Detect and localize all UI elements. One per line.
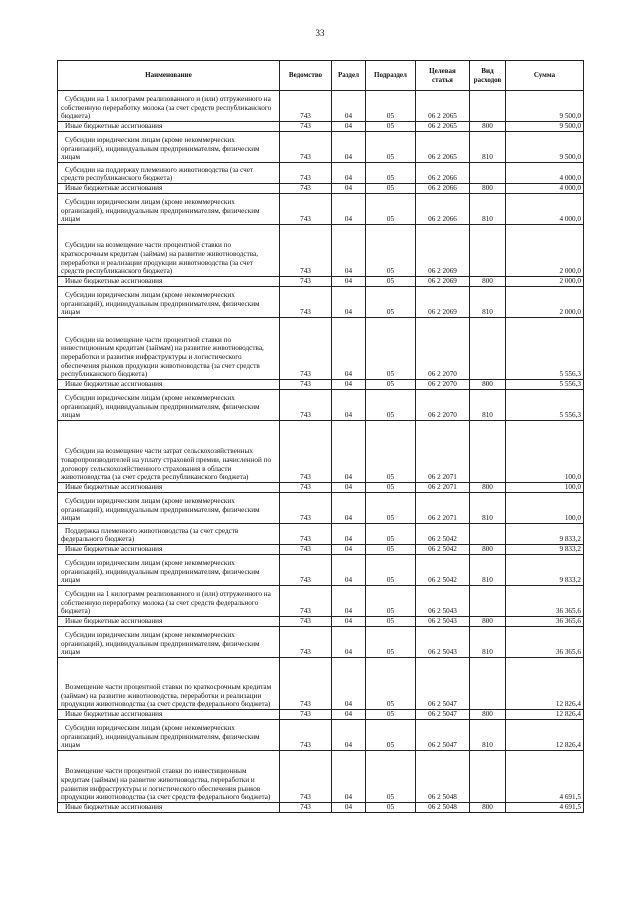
row-celevaya: 06 2 2069 — [416, 225, 470, 277]
row-podrazdel: 05 — [366, 751, 416, 803]
row-name: Иные бюджетные ассигнования — [58, 803, 280, 813]
table-row — [58, 524, 584, 545]
row-razdel: 04 — [332, 493, 366, 524]
row-ved: 743 — [280, 627, 332, 658]
row-summa: 9 500,0 — [506, 91, 584, 122]
row-razdel: 04 — [332, 91, 366, 122]
row-celevaya: 06 2 5043 — [416, 586, 470, 617]
row-name: Субсидии юридическим лицам (кроме некоммерческих организаций), индивидуальным предпринимателям, физическим лицам — [58, 390, 280, 421]
row-summa: 100,0 — [506, 421, 584, 483]
row-summa: 4 691,5 — [506, 803, 584, 813]
row-summa: 9 833,2 — [506, 545, 584, 555]
row-podrazdel: 05 — [366, 586, 416, 617]
row-name: Субсидии на возмещение части процентной ставки по краткосрочным кредитам (займам) на развитие животноводства, переработки и реализации продукции животноводства (за счет средств республиканского бюджета) — [58, 225, 280, 277]
row-ved: 743 — [280, 390, 332, 421]
table-row — [58, 122, 584, 132]
row-podrazdel: 05 — [366, 225, 416, 277]
row-ved: 743 — [280, 710, 332, 720]
row-name: Субсидии юридическим лицам (кроме некоммерческих организаций), индивидуальным предпринимателям, физическим лицам — [58, 194, 280, 225]
row-celevaya: 06 2 2069 — [416, 277, 470, 287]
row-vid — [470, 163, 506, 184]
row-ved: 743 — [280, 483, 332, 493]
row-vid: 800 — [470, 184, 506, 194]
row-celevaya: 06 2 2066 — [416, 194, 470, 225]
row-summa: 9 833,2 — [506, 555, 584, 586]
header-name: Наименование — [58, 61, 280, 91]
row-vid: 810 — [470, 720, 506, 751]
row-razdel: 04 — [332, 225, 366, 277]
row-celevaya: 06 2 2065 — [416, 91, 470, 122]
row-summa: 36 365,6 — [506, 627, 584, 658]
row-razdel: 04 — [332, 617, 366, 627]
row-name: Субсидии на возмещение части затрат сельскохозяйственных товаропроизводителей на уплату страховой премии, начисленной по договору сельскохозяйственного страхования в области животноводства (за счет средств республиканского бюджета) — [58, 421, 280, 483]
table-row — [58, 803, 584, 813]
table-row — [58, 225, 584, 277]
row-podrazdel: 05 — [366, 421, 416, 483]
row-razdel: 04 — [332, 586, 366, 617]
row-vid — [470, 91, 506, 122]
row-podrazdel: 05 — [366, 658, 416, 710]
table-row — [58, 380, 584, 390]
row-vid: 800 — [470, 380, 506, 390]
table-row — [58, 751, 584, 803]
row-ved: 743 — [280, 658, 332, 710]
row-razdel: 04 — [332, 184, 366, 194]
row-name: Субсидии юридическим лицам (кроме некоммерческих организаций), индивидуальным предпринимателям, физическим лицам — [58, 287, 280, 318]
row-podrazdel: 05 — [366, 483, 416, 493]
row-podrazdel: 05 — [366, 720, 416, 751]
row-summa: 100,0 — [506, 483, 584, 493]
row-vid: 810 — [470, 132, 506, 163]
row-summa: 4 000,0 — [506, 194, 584, 225]
row-ved: 743 — [280, 720, 332, 751]
row-vid — [470, 586, 506, 617]
row-summa: 12 826,4 — [506, 658, 584, 710]
row-razdel: 04 — [332, 658, 366, 710]
row-podrazdel: 05 — [366, 627, 416, 658]
row-podrazdel: 05 — [366, 380, 416, 390]
row-summa: 12 826,4 — [506, 710, 584, 720]
row-name: Иные бюджетные ассигнования — [58, 184, 280, 194]
row-vid: 810 — [470, 493, 506, 524]
row-summa: 12 826,4 — [506, 720, 584, 751]
table-row — [58, 163, 584, 184]
row-ved: 743 — [280, 318, 332, 380]
table-row — [58, 287, 584, 318]
row-ved: 743 — [280, 555, 332, 586]
row-celevaya: 06 2 2071 — [416, 483, 470, 493]
row-name: Субсидии юридическим лицам (кроме некоммерческих организаций), индивидуальным предпринимателям, физическим лицам — [58, 720, 280, 751]
row-podrazdel: 05 — [366, 524, 416, 545]
row-summa: 100,0 — [506, 493, 584, 524]
row-name: Субсидии юридическим лицам (кроме некоммерческих организаций), индивидуальным предпринимателям, физическим лицам — [58, 555, 280, 586]
table-row — [58, 710, 584, 720]
row-name: Поддержка племенного животноводства (за счет средств федерального бюджета) — [58, 524, 280, 545]
row-razdel: 04 — [332, 524, 366, 545]
row-razdel: 04 — [332, 483, 366, 493]
row-ved: 743 — [280, 194, 332, 225]
row-celevaya: 06 2 2070 — [416, 380, 470, 390]
row-name: Возмещение части процентной ставки по краткосрочным кредитам (займам) на развитие животноводства, переработки и реализации продукции животноводства (за счет средств федерального бюджета) — [58, 658, 280, 710]
row-summa: 36 365,6 — [506, 617, 584, 627]
row-ved: 743 — [280, 586, 332, 617]
row-ved: 743 — [280, 617, 332, 627]
row-celevaya: 06 2 2066 — [416, 184, 470, 194]
row-vid — [470, 658, 506, 710]
row-celevaya: 06 2 2066 — [416, 163, 470, 184]
row-name: Иные бюджетные ассигнования — [58, 277, 280, 287]
row-celevaya: 06 2 2065 — [416, 132, 470, 163]
row-ved: 743 — [280, 91, 332, 122]
row-name: Иные бюджетные ассигнования — [58, 380, 280, 390]
row-celevaya: 06 2 2065 — [416, 122, 470, 132]
row-ved: 743 — [280, 163, 332, 184]
table-row — [58, 421, 584, 483]
row-summa: 36 365,6 — [506, 586, 584, 617]
table-row — [58, 132, 584, 163]
row-summa: 2 000,0 — [506, 277, 584, 287]
row-vid: 810 — [470, 194, 506, 225]
table-row — [58, 627, 584, 658]
row-celevaya: 06 2 5043 — [416, 627, 470, 658]
table-row — [58, 318, 584, 380]
row-podrazdel: 05 — [366, 163, 416, 184]
row-summa: 9 833,2 — [506, 524, 584, 545]
row-podrazdel: 05 — [366, 122, 416, 132]
table-row — [58, 390, 584, 421]
row-vid: 800 — [470, 803, 506, 813]
row-razdel: 04 — [332, 720, 366, 751]
row-podrazdel: 05 — [366, 91, 416, 122]
row-name: Субсидии юридическим лицам (кроме некоммерческих организаций), индивидуальным предпринимателям, физическим лицам — [58, 132, 280, 163]
row-razdel: 04 — [332, 287, 366, 318]
row-celevaya: 06 2 2071 — [416, 493, 470, 524]
row-razdel: 04 — [332, 710, 366, 720]
row-summa: 2 000,0 — [506, 225, 584, 277]
row-vid — [470, 751, 506, 803]
row-podrazdel: 05 — [366, 132, 416, 163]
table-row — [58, 483, 584, 493]
row-razdel: 04 — [332, 163, 366, 184]
row-vid: 810 — [470, 287, 506, 318]
row-ved: 743 — [280, 421, 332, 483]
row-vid: 800 — [470, 122, 506, 132]
row-celevaya: 06 2 5047 — [416, 658, 470, 710]
row-vid: 800 — [470, 277, 506, 287]
row-vid: 810 — [470, 555, 506, 586]
row-summa: 5 556,3 — [506, 318, 584, 380]
row-vid — [470, 421, 506, 483]
table-row — [58, 617, 584, 627]
row-podrazdel: 05 — [366, 194, 416, 225]
table-row — [58, 184, 584, 194]
row-ved: 743 — [280, 225, 332, 277]
row-vid — [470, 225, 506, 277]
table-row — [58, 555, 584, 586]
row-name: Иные бюджетные ассигнования — [58, 483, 280, 493]
row-ved: 743 — [280, 493, 332, 524]
row-razdel: 04 — [332, 277, 366, 287]
row-ved: 743 — [280, 122, 332, 132]
row-ved: 743 — [280, 524, 332, 545]
row-podrazdel: 05 — [366, 545, 416, 555]
row-name: Субсидии на поддержку племенного животноводства (за счет средств республиканского бюджета) — [58, 163, 280, 184]
row-name: Субсидии на возмещение части процентной ставки по инвестиционным кредитам (займам) на развитие животноводства, переработки и развития инфраструктуры и логистического обеспечения рынков продукции животноводства (за счет средств республиканского бюджета) — [58, 318, 280, 380]
row-razdel: 04 — [332, 803, 366, 813]
row-celevaya: 06 2 2070 — [416, 390, 470, 421]
row-celevaya: 06 2 2069 — [416, 287, 470, 318]
row-summa: 5 556,3 — [506, 380, 584, 390]
row-razdel: 04 — [332, 545, 366, 555]
row-celevaya: 06 2 5047 — [416, 720, 470, 751]
row-razdel: 04 — [332, 627, 366, 658]
row-celevaya: 06 2 2071 — [416, 421, 470, 483]
table-row — [58, 658, 584, 710]
row-celevaya: 06 2 5043 — [416, 617, 470, 627]
row-podrazdel: 05 — [366, 493, 416, 524]
row-ved: 743 — [280, 380, 332, 390]
row-ved: 743 — [280, 287, 332, 318]
table-row — [58, 194, 584, 225]
row-summa: 9 500,0 — [506, 122, 584, 132]
row-summa: 4 000,0 — [506, 163, 584, 184]
table-row — [58, 720, 584, 751]
row-name: Иные бюджетные ассигнования — [58, 710, 280, 720]
table-row — [58, 277, 584, 287]
row-celevaya: 06 2 2070 — [416, 318, 470, 380]
row-podrazdel: 05 — [366, 555, 416, 586]
row-ved: 743 — [280, 277, 332, 287]
row-name: Субсидии юридическим лицам (кроме некоммерческих организаций), индивидуальным предпринимателям, физическим лицам — [58, 627, 280, 658]
row-summa: 4 000,0 — [506, 184, 584, 194]
row-celevaya: 06 2 5048 — [416, 803, 470, 813]
row-summa: 9 500,0 — [506, 132, 584, 163]
row-podrazdel: 05 — [366, 318, 416, 380]
row-razdel: 04 — [332, 390, 366, 421]
row-podrazdel: 05 — [366, 617, 416, 627]
header-razdel: Раздел — [332, 61, 366, 91]
row-ved: 743 — [280, 751, 332, 803]
header-podrazdel: Подраздел — [366, 61, 416, 91]
table-row — [58, 91, 584, 122]
row-podrazdel: 05 — [366, 277, 416, 287]
budget-table — [57, 60, 584, 813]
row-summa: 5 556,3 — [506, 390, 584, 421]
row-summa: 4 691,5 — [506, 751, 584, 803]
row-name: Иные бюджетные ассигнования — [58, 545, 280, 555]
row-summa: 2 000,0 — [506, 287, 584, 318]
row-razdel: 04 — [332, 194, 366, 225]
row-celevaya: 06 2 5047 — [416, 710, 470, 720]
table-header-row — [58, 61, 584, 91]
header-celevaya: Целевая статья — [416, 61, 470, 91]
row-celevaya: 06 2 5048 — [416, 751, 470, 803]
row-razdel: 04 — [332, 122, 366, 132]
row-vid — [470, 318, 506, 380]
page-number: 33 — [315, 28, 325, 38]
row-ved: 743 — [280, 184, 332, 194]
row-name: Возмещение части процентной ставки по инвестиционным кредитам (займам) на развитие животноводства, переработки и развития инфраструктуры и логистического обеспечения рынков продукции животноводства (за счет средств федерального бюджета) — [58, 751, 280, 803]
row-razdel: 04 — [332, 751, 366, 803]
row-name: Субсидии на 1 килограмм реализованного и (или) отгруженного на собственную переработку молока (за счет средств федерального бюджета) — [58, 586, 280, 617]
row-razdel: 04 — [332, 132, 366, 163]
row-celevaya: 06 2 5042 — [416, 545, 470, 555]
row-podrazdel: 05 — [366, 184, 416, 194]
header-summa: Сумма — [506, 61, 584, 91]
row-vid: 800 — [470, 710, 506, 720]
row-name: Иные бюджетные ассигнования — [58, 617, 280, 627]
row-celevaya: 06 2 5042 — [416, 524, 470, 545]
row-ved: 743 — [280, 132, 332, 163]
row-vid: 810 — [470, 390, 506, 421]
row-razdel: 04 — [332, 380, 366, 390]
row-vid — [470, 524, 506, 545]
row-ved: 743 — [280, 803, 332, 813]
table-row — [58, 493, 584, 524]
row-podrazdel: 05 — [366, 287, 416, 318]
table-row — [58, 586, 584, 617]
row-podrazdel: 05 — [366, 803, 416, 813]
row-vid: 800 — [470, 483, 506, 493]
row-celevaya: 06 2 5042 — [416, 555, 470, 586]
row-vid: 800 — [470, 617, 506, 627]
row-podrazdel: 05 — [366, 390, 416, 421]
row-name: Субсидии на 1 килограмм реализованного и (или) отгруженного на собственную переработку молока (за счет средств республиканского бюджета) — [58, 91, 280, 122]
row-ved: 743 — [280, 545, 332, 555]
row-razdel: 04 — [332, 555, 366, 586]
table-row — [58, 545, 584, 555]
row-name: Иные бюджетные ассигнования — [58, 122, 280, 132]
row-vid: 810 — [470, 627, 506, 658]
row-podrazdel: 05 — [366, 710, 416, 720]
row-vid: 800 — [470, 545, 506, 555]
header-ved: Ведомство — [280, 61, 332, 91]
header-vid: Вид расходов — [470, 61, 506, 91]
row-razdel: 04 — [332, 318, 366, 380]
row-name: Субсидии юридическим лицам (кроме некоммерческих организаций), индивидуальным предпринимателям, физическим лицам — [58, 493, 280, 524]
row-razdel: 04 — [332, 421, 366, 483]
